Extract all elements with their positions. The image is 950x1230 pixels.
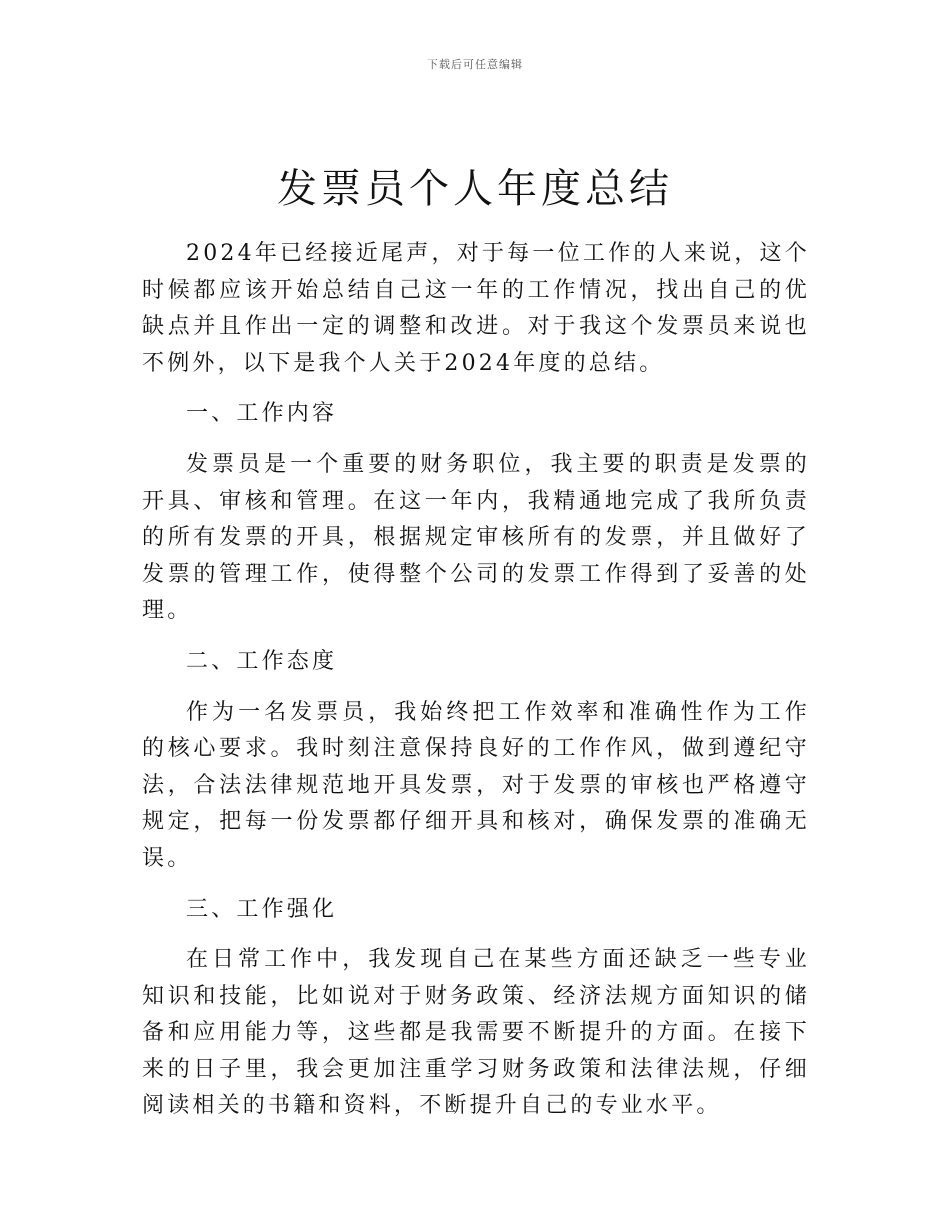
paragraph-work-content: 发票员是一个重要的财务职位，我主要的职责是发票的开具、审核和管理。在这一年内，我精通地完成了我所负责的所有发票的开具，根据规定审核所有的发票，并且做好了发票的管理工作，使得整个公司的发票工作得到了妥善的处理。 — [142, 451, 810, 624]
document-body — [142, 236, 810, 1139]
paragraph-work-strengthening: 在日常工作中，我发现自己在某些方面还缺乏一些专业知识和技能，比如说对于财务政策、经济法规方面知识的储备和应用能力等，这些都是我需要不断提升的方面。在接下来的日子里，我会更加注重学习财务政策和法律法规，仔细阅读相关的书籍和资料，不断提升自己的专业水平。 — [142, 947, 810, 1119]
section-heading-work-strengthening: 三、工作强化 — [186, 896, 338, 922]
document-title: 发票员个人年度总结 — [277, 166, 673, 212]
paragraph-work-attitude: 作为一名发票员，我始终把工作效率和准确性作为工作的核心要求。我时刻注意保持良好的工作作风，做到遵纪守法，合法法律规范地开具发票，对于发票的审核也严格遵守规定，把每一份发票都仔细开具和核对，确保发票的准确无误。 — [142, 699, 810, 871]
paragraph-intro: 2024年已经接近尾声，对于每一位工作的人来说，这个时候都应该开始总结自己这一年的工作情况，找出自己的优缺点并且作出一定的调整和改进。对于我这个发票员来说也不例外，以下是我个人关于2024年度的总结。 — [142, 241, 810, 376]
section-heading-work-content: 一、工作内容 — [186, 401, 338, 427]
section-heading-work-attitude: 二、工作态度 — [186, 648, 338, 674]
header-note: 下载后可任意编辑 — [427, 58, 523, 71]
